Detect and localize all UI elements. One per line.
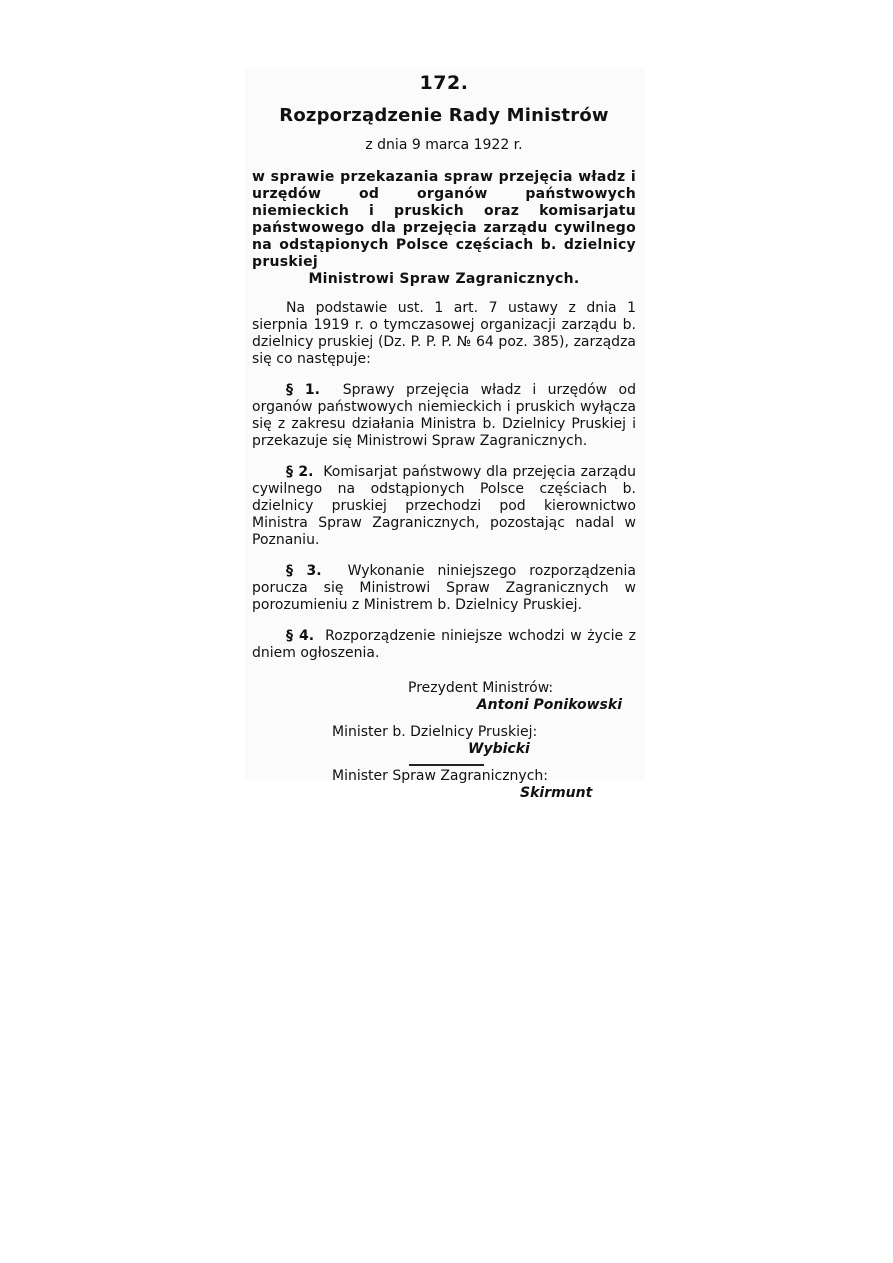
signature-name: Antoni Ponikowski — [476, 697, 622, 713]
section-text: Wykonanie niniejszego rozporządzenia porucza się Ministrowi Spraw Zagranicznych w porozumieniu z Ministrem b. Dzielnicy Pruskiej. — [252, 563, 636, 613]
document-title: Rozporządzenie Rady Ministrów — [279, 105, 609, 126]
subject-last-line: Ministrowi Spraw Zagranicznych. — [308, 271, 580, 287]
signature-name: Wybicki — [468, 741, 530, 757]
section-3 — [252, 563, 636, 614]
signature-role: Minister b. Dzielnicy Pruskiej: — [332, 724, 538, 740]
section-text: Sprawy przejęcia władz i urzędów od organów państwowych niemieckich i pruskich wyłącza się z zakresu działania Ministra b. Dzielnicy Pruskiej i przekazuje się Ministrowi Spraw Zagranicznych. — [252, 382, 636, 449]
signature-role: Minister Spraw Zagranicznych: — [332, 768, 548, 784]
section-4 — [252, 628, 636, 662]
signature-block-1 — [252, 680, 636, 714]
signature-block-2 — [252, 724, 636, 758]
subject-text: w sprawie przekazania spraw przejęcia władz i urzędów od organów państwowych niemieckich i pruskich oraz komisarjatu państwowego dla przejęcia zarządu cywilnego na odstąpionych Polsce częściach b. dzielnicy pruskiej — [252, 169, 636, 270]
document-page — [252, 68, 636, 802]
section-text: Rozporządzenie niniejsze wchodzi w życie z dniem ogłoszenia. — [252, 628, 636, 661]
document-subject — [252, 169, 636, 288]
preamble: Na podstawie ust. 1 art. 7 ustawy z dnia 1 sierpnia 1919 r. o tymczasowej organizacji zarządu b. dzielnicy pruskiej (Dz. P. P. P. № 64 poz. 385), zarządza się co następuje: — [252, 300, 636, 367]
section-label: § 1. — [286, 382, 320, 398]
signature-role: Prezydent Ministrów: — [408, 680, 554, 696]
section-label: § 3. — [286, 563, 322, 579]
signature-block-3 — [252, 768, 636, 802]
section-1 — [252, 382, 636, 450]
document-date: z dnia 9 marca 1922 r. — [365, 137, 523, 153]
closing-rule — [409, 764, 484, 766]
section-2 — [252, 464, 636, 549]
section-text: Komisarjat państwowy dla przejęcia zarządu cywilnego na odstąpionych Polsce częściach b. dzielnicy pruskiej przechodzi pod kierownictwo Ministra Spraw Zagranicznych, pozostając nadal w Poznaniu. — [252, 464, 637, 548]
section-label: § 4. — [286, 628, 315, 644]
section-label: § 2. — [286, 464, 314, 480]
signature-name: Skirmunt — [520, 785, 593, 801]
document-number: 172. — [419, 72, 469, 94]
